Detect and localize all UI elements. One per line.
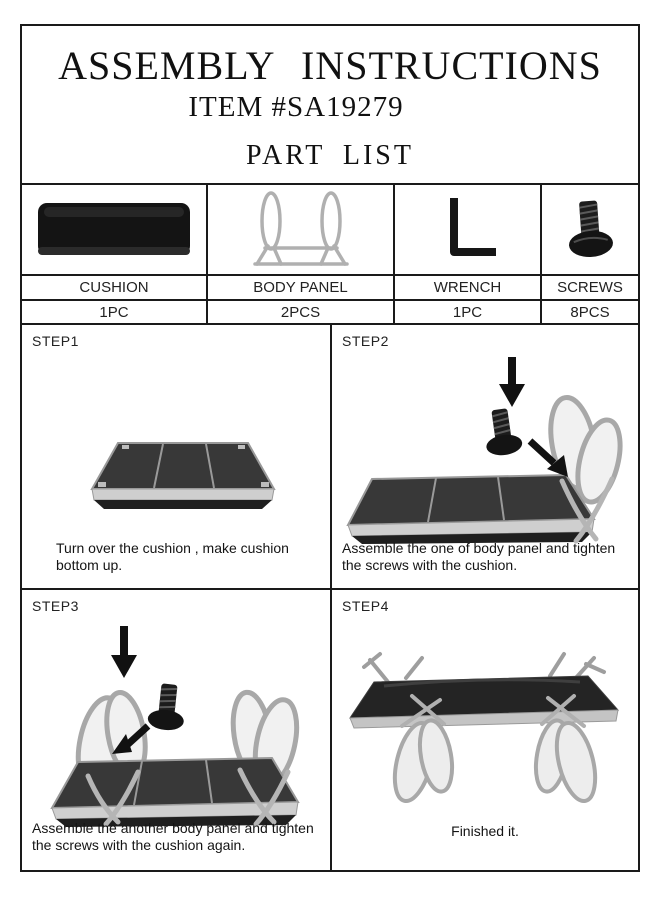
cushion-part-cell [22,185,208,274]
parts-qty-row [22,301,638,325]
wrench-image [432,192,504,268]
step3-label: STEP3 [32,598,79,614]
step3-caption: Assemble the another body panel and tighten the screws with the cushion again. [32,820,314,853]
step4-label: STEP4 [342,598,389,614]
part-name: CUSHION [22,276,208,299]
down-arrow-icon [111,626,137,678]
screws-image [561,195,619,265]
step1-label: STEP1 [32,333,79,349]
item-number: ITEM #SA19279 [188,91,404,123]
part-name: BODY PANEL [208,276,395,299]
parts-name-row [22,276,638,301]
step4-caption: Finished it. [451,823,519,839]
part-qty: 1PC [395,301,542,323]
step4-cell [332,590,638,870]
screws-part-cell [542,185,638,274]
step1-illustration [68,437,288,529]
body-panel-image [241,188,361,272]
step4-illustration [336,640,636,810]
down-arrow-icon [499,357,525,407]
step3-illustration [26,620,326,830]
step2-cell [332,325,638,590]
screw-icon [147,682,188,732]
step3-cell [22,590,332,870]
part-name: WRENCH [395,276,542,299]
part-qty: 1PC [22,301,208,323]
steps-grid [22,325,638,870]
step1-cell [22,325,332,590]
step2-label: STEP2 [342,333,389,349]
part-name: SCREWS [557,279,623,296]
title-block [22,26,638,185]
screw-icon [481,407,523,458]
step2-caption: Assemble the one of body panel and tighten the screws with the cushion. [342,540,616,573]
loop-legs [388,718,602,805]
page-title: ASSEMBLY INSTRUCTIONS [58,43,602,88]
parts-image-row [22,185,638,276]
part-list-heading: PART LIST [246,140,414,171]
cushion-bottom [348,475,594,544]
wrench-part-cell [395,185,542,274]
step1-caption: Turn over the cushion , make cushion bottom up. [56,540,289,573]
cushion-image [32,197,196,263]
step2-illustration [336,351,636,557]
document-frame [20,24,640,872]
body-panel-part-cell [208,185,395,274]
part-qty: 8PCS [570,303,610,321]
part-qty: 2PCS [208,301,395,323]
